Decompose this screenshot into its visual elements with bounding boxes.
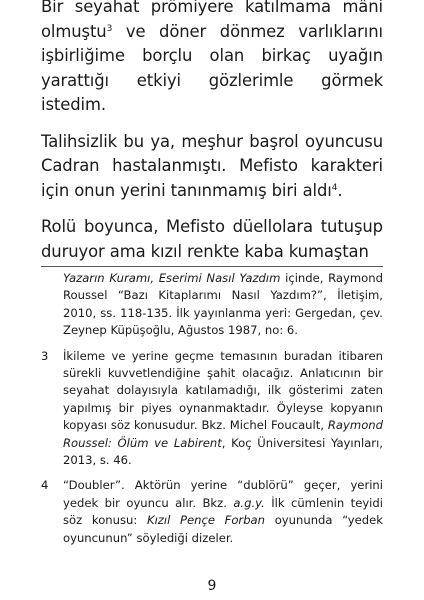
paragraph-1 xyxy=(41,0,383,118)
footnote-4-title: Kızıl Pençe Forban xyxy=(146,513,266,528)
main-text xyxy=(41,0,383,276)
footnote-ref-3[interactable]: 3 xyxy=(106,23,113,34)
footnote-ref-4[interactable]: 4 xyxy=(331,182,338,193)
paragraph-2 xyxy=(41,130,383,204)
footnote-3-title: Raymond Roussel: Ölüm ve Labirent xyxy=(63,418,383,450)
footnote-4-text-end: oyununda “yedek oyuncunun” söylediği dizeler. xyxy=(63,513,383,545)
footnote-3 xyxy=(41,348,383,470)
footnotes xyxy=(41,270,383,555)
footnote-4-number: 4 xyxy=(41,478,49,493)
footnote-4-text: “Doubler”. Aktörün yerine “dublörü” geçer, yerini yedek bir oyuncu alır. Bkz. xyxy=(63,478,383,510)
paragraph-3-text: Rolü boyunca, Mefisto düellolara tutuşup duruyor ama kızıl renkte kaba kumaştan xyxy=(41,217,383,261)
footnote-continued-text: içinde, Raymond Roussel “Bazı Kitaplarımı Nasıl Yazdım?”, İletişim, 2010, ss. 118-135. İlk yayınlanma yeri: Gergedan, çev. Zeynep Küpüşoğlu, Ağustos 1987, no: 6. xyxy=(63,271,383,338)
footnote-divider xyxy=(41,266,383,267)
paragraph-1-text: Bir seyahat prömiyere katılmama mâni olmuştu xyxy=(41,0,383,41)
footnote-continued xyxy=(41,270,383,340)
footnote-3-text: İkileme ve yerine geçme temasının buradan itibaren sürekli kuvvetlendiğine şahit olacağız. Anlatıcının bir seyahat dolayısıyla katılamadığı, ilk gösterimi zaten yapılmış bir piyes oynanmaktadır. Öyleyse kopyanın kopyası söz konusudur. Bkz. Michel Foucault, xyxy=(63,348,383,433)
paragraph-1-rest: ve döner dönmez varlıklarını işbirliğime borçlu olan birkaç uyağın yarattığı etkiyi gözlerimle görmek istedim. xyxy=(41,21,383,114)
paragraph-2-text: Talihsizlik bu ya, meşhur başrol oyuncusu Cadran hastalanmıştı. Mefisto karakteri için onun yerini tanınmamış biri aldı xyxy=(41,131,383,200)
paragraph-3 xyxy=(41,215,383,264)
footnote-4-text-mid: İlk cümlenin teyidi söz konusu: xyxy=(63,495,383,528)
footnote-4-ref: a.g.y. xyxy=(233,495,265,510)
footnote-continued-title: Yazarın Kuramı, Eserimi Nasıl Yazdım xyxy=(63,271,281,285)
footnote-3-text-end: , Koç Üniversitesi Yayınları, 2013, s. 46. xyxy=(63,435,383,468)
paragraph-2-end: . xyxy=(337,180,343,200)
footnote-4 xyxy=(41,477,383,547)
page-number: 9 xyxy=(207,578,217,594)
footnote-3-number: 3 xyxy=(41,348,49,363)
